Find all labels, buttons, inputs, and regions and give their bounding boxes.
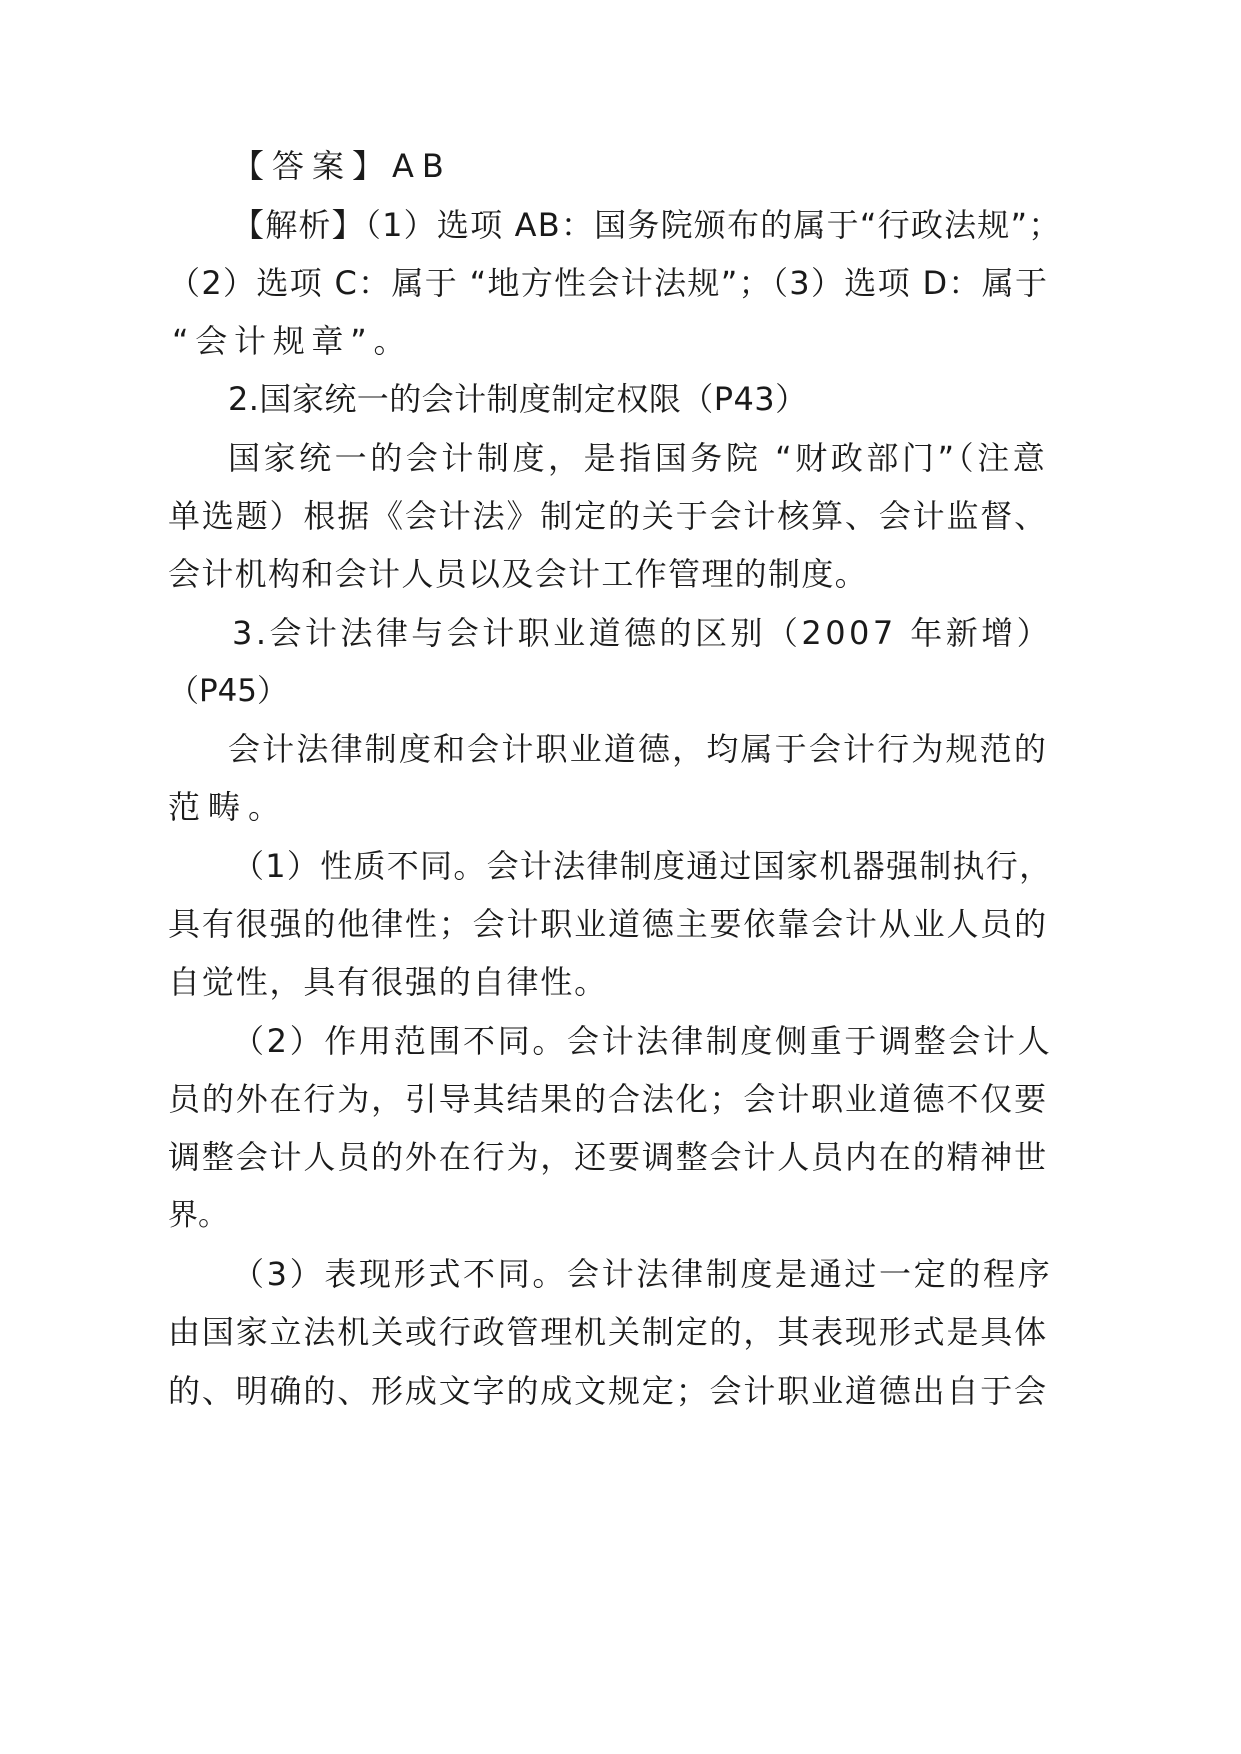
point-2-line: 调整会计人员的外在行为，还要调整会计人员内在的精神世 xyxy=(168,1138,1049,1176)
paragraph-line: 国家统一的会计制度，是指国务院 “财政部门”（注意 xyxy=(228,439,1049,477)
analysis-line-3: “会计规章”。 xyxy=(172,322,413,360)
point-3-line: 由国家立法机关或行政管理机关制定的，其表现形式是具体 xyxy=(168,1313,1049,1351)
point-3-line: （3）表现形式不同。会计法律制度是通过一定的程序 xyxy=(232,1255,1053,1293)
section-3-page-ref: （P45） xyxy=(168,673,288,709)
point-2-line: （2）作用范围不同。会计法律制度侧重于调整会计人 xyxy=(232,1022,1053,1060)
point-2-line: 界。 xyxy=(168,1198,228,1233)
analysis-line-1: 【解析】（1）选项 AB：国务院颁布的属于“行政法规”； xyxy=(232,206,1062,244)
section-2-heading: 2.国家统一的会计制度制定权限（P43） xyxy=(228,380,808,418)
point-2-line: 员的外在行为，引导其结果的合法化；会计职业道德不仅要 xyxy=(168,1080,1049,1118)
point-3-line: 的、明确的、形成文字的成文规定；会计职业道德出自于会 xyxy=(168,1372,1049,1410)
analysis-line-2: （2）选项 C：属于 “地方性会计法规”；（3）选项 D：属于 xyxy=(168,264,1049,302)
paragraph-line: 会计机构和会计人员以及会计工作管理的制度。 xyxy=(168,555,869,593)
answer-line: 【答案】AB xyxy=(232,147,452,185)
point-1-line: 自觉性，具有很强的自律性。 xyxy=(168,963,609,1001)
section-3-heading: 3.会计法律与会计职业道德的区别（2007 年新增） xyxy=(232,614,1053,652)
paragraph-line: 会计法律制度和会计职业道德，均属于会计行为规范的 xyxy=(228,730,1049,768)
paragraph-line: 单选题）根据《会计法》制定的关于会计核算、会计监督、 xyxy=(168,497,1049,535)
point-1-line: （1）性质不同。会计法律制度通过国家机器强制执行， xyxy=(232,847,1053,885)
paragraph-line: 范畴。 xyxy=(168,788,289,826)
point-1-line: 具有很强的他律性；会计职业道德主要依靠会计从业人员的 xyxy=(168,905,1049,943)
